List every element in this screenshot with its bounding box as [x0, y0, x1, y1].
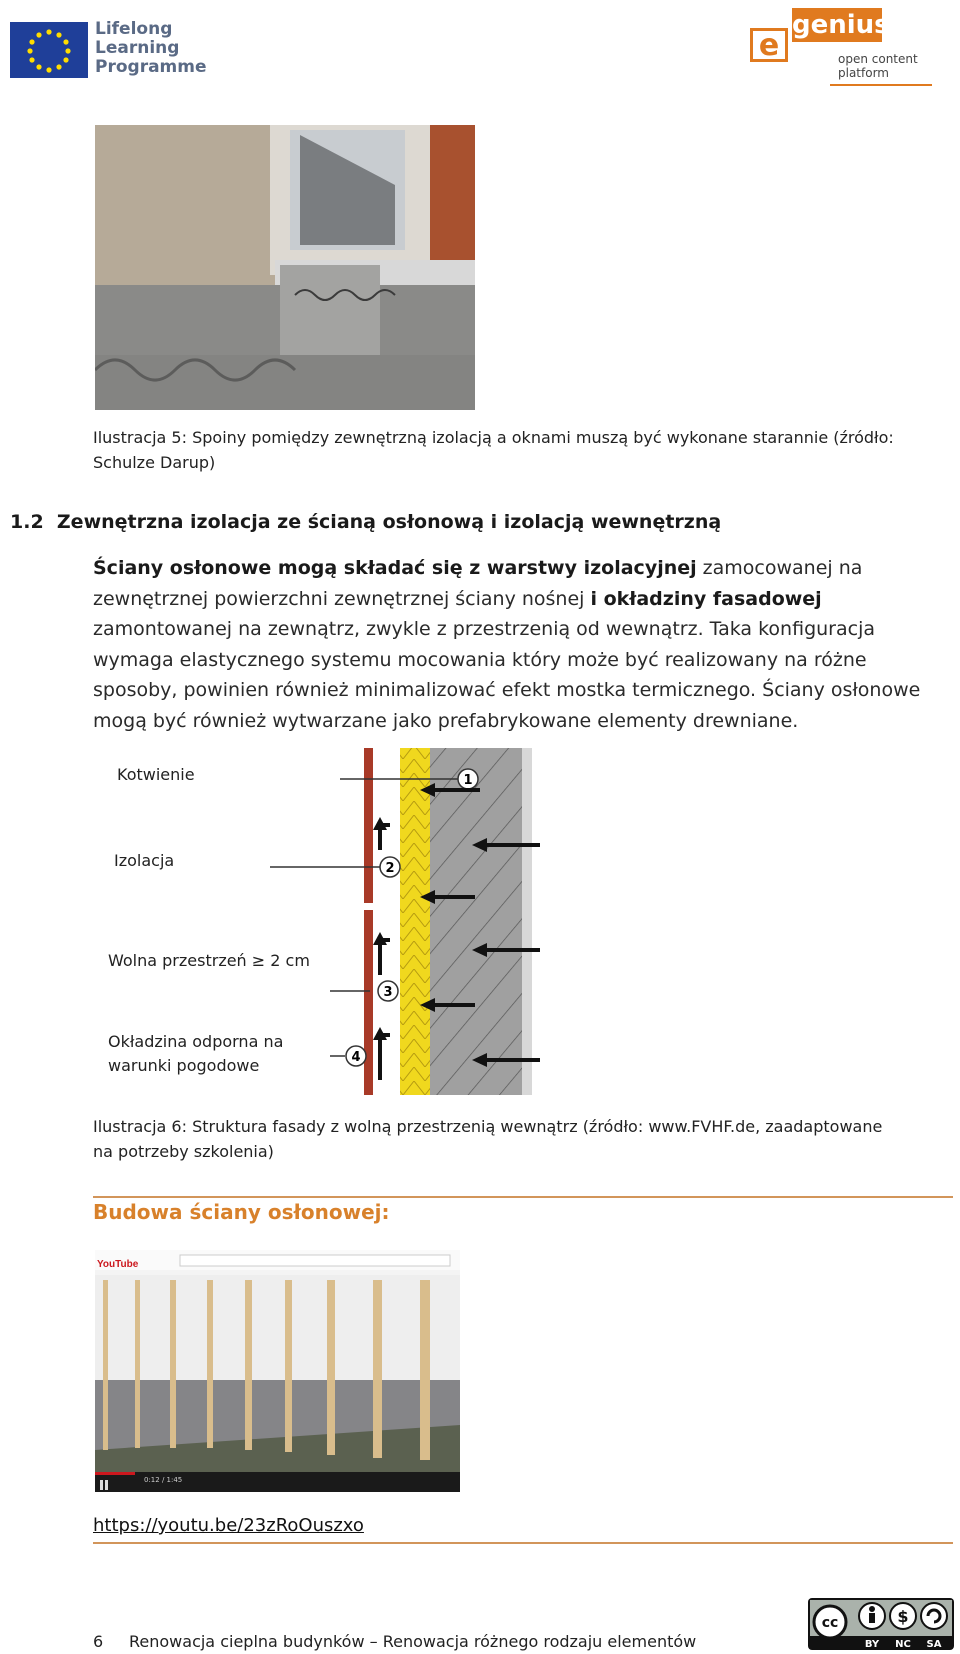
- label-cladding: Okładzina odporna na warunki pogodowe: [108, 1032, 284, 1075]
- license-sa: SA: [926, 1639, 942, 1650]
- cladding-lower: [364, 910, 373, 1095]
- page-number: 6: [93, 1632, 104, 1651]
- label-air-gap: Wolna przestrzeń ≥ 2 cm: [108, 951, 310, 970]
- facade-structure-diagram: [260, 745, 550, 1095]
- license-nc: NC: [895, 1639, 911, 1650]
- youtube-logo[interactable]: YouTube: [97, 1259, 139, 1270]
- footer-text: Renowacja cieplna budynków – Renowacja różnego rodzaju elementów: [129, 1632, 697, 1651]
- creative-commons-license-badge: [808, 1598, 954, 1650]
- sa-share-icon: [921, 1603, 947, 1629]
- figure-5-caption: Ilustracja 5: Spoiny pomiędzy zewnętrzną izolacją a oknami muszą być wykonane starannie (źródło: Schulze Darup): [93, 428, 894, 472]
- llp-logo-text: Lifelong Learning Programme: [95, 19, 207, 77]
- license-by: BY: [864, 1639, 880, 1650]
- figure-6-caption: Ilustracja 6: Struktura fasady z wolną przestrzenią wewnątrz (źródło: www.FVHF.de, zaadaptowane na potrzeby szkolenia): [93, 1117, 883, 1161]
- video-timecode: 0:12 / 1:45: [144, 1476, 183, 1484]
- section-heading: 1.2 Zewnętrzna izolacja ze ścianą osłonową i izolacją wewnętrzną: [10, 511, 722, 533]
- svg-text:cc: cc: [821, 1615, 839, 1631]
- egenius-logo-word: genius: [792, 10, 890, 40]
- section-paragraph: Ściany osłonowe mogą składać się z warstwy izolacyjnej zamocowanej na zewnętrznej powierzchni zewnętrznej ściany nośnej i okładziny fasadowej zamontowanej na zewnątrz, zwykle z przestrzenią od wewnątrz. Taka konfiguracja wymaga elastycznego systemu mocowania który może być realizowany na różne sposoby, powinien również minimalizować efekt mostka termicznego. Ściany osłonowe mogą być również wytwarzane jako prefabrykowane elementy drewniane.: [93, 557, 921, 732]
- marker-3: 3: [383, 985, 393, 1000]
- eu-stars-icon: [10, 22, 88, 78]
- video-thumbnail[interactable]: [95, 1250, 460, 1492]
- egenius-tagline: open content platform: [838, 52, 918, 80]
- video-link[interactable]: https://youtu.be/23zRoOuszxo: [93, 1515, 364, 1536]
- insulation-layer: [400, 748, 430, 1095]
- egenius-underline: [830, 84, 932, 86]
- play-pause-icon[interactable]: [100, 1475, 108, 1485]
- section-rule-bottom: [93, 1542, 953, 1544]
- eu-flag-logo: [10, 22, 88, 78]
- marker-4: 4: [351, 1050, 361, 1065]
- marker-1: 1: [463, 773, 473, 788]
- section-rule-top: [93, 1196, 953, 1198]
- egenius-logo-letter: e: [750, 28, 788, 62]
- masonry-wall: [430, 748, 530, 1095]
- window-insulation-photo: [95, 125, 475, 410]
- svg-text:$: $: [897, 1607, 909, 1626]
- label-insulation: Izolacja: [114, 851, 175, 870]
- marker-2: 2: [385, 861, 395, 876]
- label-anchoring: Kotwienie: [117, 765, 195, 784]
- cladding-upper: [364, 748, 373, 903]
- video-heading: Budowa ściany osłonowej:: [93, 1200, 390, 1224]
